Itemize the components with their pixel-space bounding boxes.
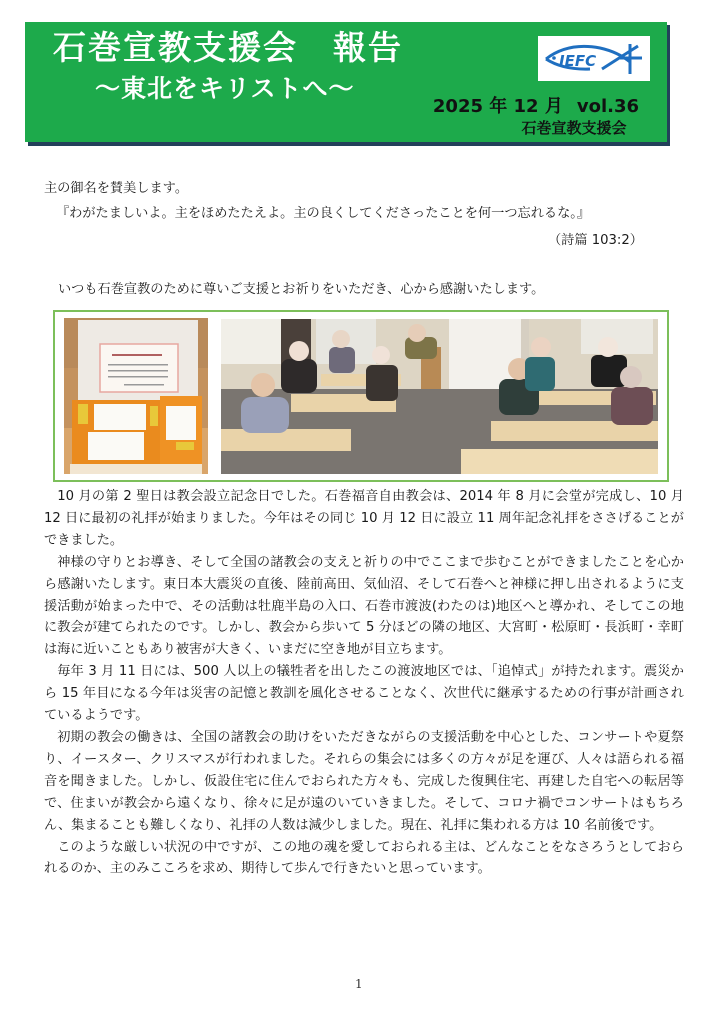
paragraph-closing: このような厳しい状況の中ですが、この地の魂を愛しておられる主は、どんなことをなさろうとしておられるのか、主のみこころを求め、期待して歩んで行きたいと思っています。 [44,839,684,877]
newsletter-title: 石巻宣教支援会 報告 [53,28,403,67]
photo-frame [53,310,669,482]
scripture-quote: 『わがたましいよ。主をほめたたえよ。主の良くしてくださったことを何一つ忘れるな。』 [56,206,591,221]
paragraph-memorial: 毎年 3 月 11 日には、500 人以上の犠牲者を出したこの渡波地区では、「追悼式」が持たれます。震災から 15 年目になる今年は災害の記憶と教訓を風化させることなく、次世代に継承するための行事が計画されているようです。 [44,664,684,724]
thanks-message: いつも石巻宣教のために尊いご支援とお祈りをいただき、心から感謝いたします。 [58,282,545,297]
issue-info [433,96,639,118]
article-body [44,486,684,880]
iefc-logo [538,36,650,81]
newsletter-subtitle: ～東北をキリストへ～ [95,74,355,103]
issue-date: 2025 年 12 月 [432,96,563,117]
header-banner [25,22,667,142]
page-number: 1 [355,977,363,991]
gift-boxes-photo [64,318,208,474]
paragraph-history: 神様の守りとお導き、そして全国の諸教会の支えと祈りの中でここまで歩むことができましたことを心から感謝いたします。東日本大震災の直後、陸前高田、気仙沼、そして石巻へと神様に押し出されるように支援活動が始まった中で、その活動は牡鹿半島の入口、石巻市渡波(わたのは)地区へと導かれ、そしてこの地に教会が建てられたのです。しかし、教会から歩いて 5 分ほどの隣の地区、大宮町・松原町・長浜町・幸町は海に近いこともあり被害が大きく、いまだに空き地が目立ちます。 [44,554,684,658]
svg-text:IEFC: IEFC [559,52,597,70]
scripture-reference: （詩篇 103:2） [548,233,643,248]
paragraph-anniversary: 10 月の第 2 聖日は教会設立記念日でした。石巻福音自由教会は、2014 年 8 月に会堂が完成し、10 月 12 日に最初の礼拝が始まりました。今年はその同じ 10 月 12 日に設立 11 周年記念礼拝をささげることができました。 [44,489,684,548]
paragraph-early-ministry: 初期の教会の働きは、全国の諸教会の助けをいただきながらの支援活動を中心とした、コンサートや夏祭り、イースター、クリスマスが行われました。それらの集会には多くの方々が足を運び、人々は語られる福音を聞きました。しかし、仮設住宅に住んでおられた方々も、完成した復興住宅、再建した自宅への転居等で、住まいが教会から遠くなり、徐々に足が遠のいていきました。そして、コロナ禍でコンサートはもちろん、集まることも難しくなり、礼拝の人数は減少しました。現在、礼拝に集われる方は 10 名前後です。 [44,729,684,833]
congregation-photo [221,319,658,474]
greeting-opening: 主の御名を賛美します。 [44,181,189,196]
organization-name: 石巻宣教支援会 [521,119,627,137]
fish-logo-icon [538,36,650,81]
issue-volume: vol.36 [576,96,639,117]
